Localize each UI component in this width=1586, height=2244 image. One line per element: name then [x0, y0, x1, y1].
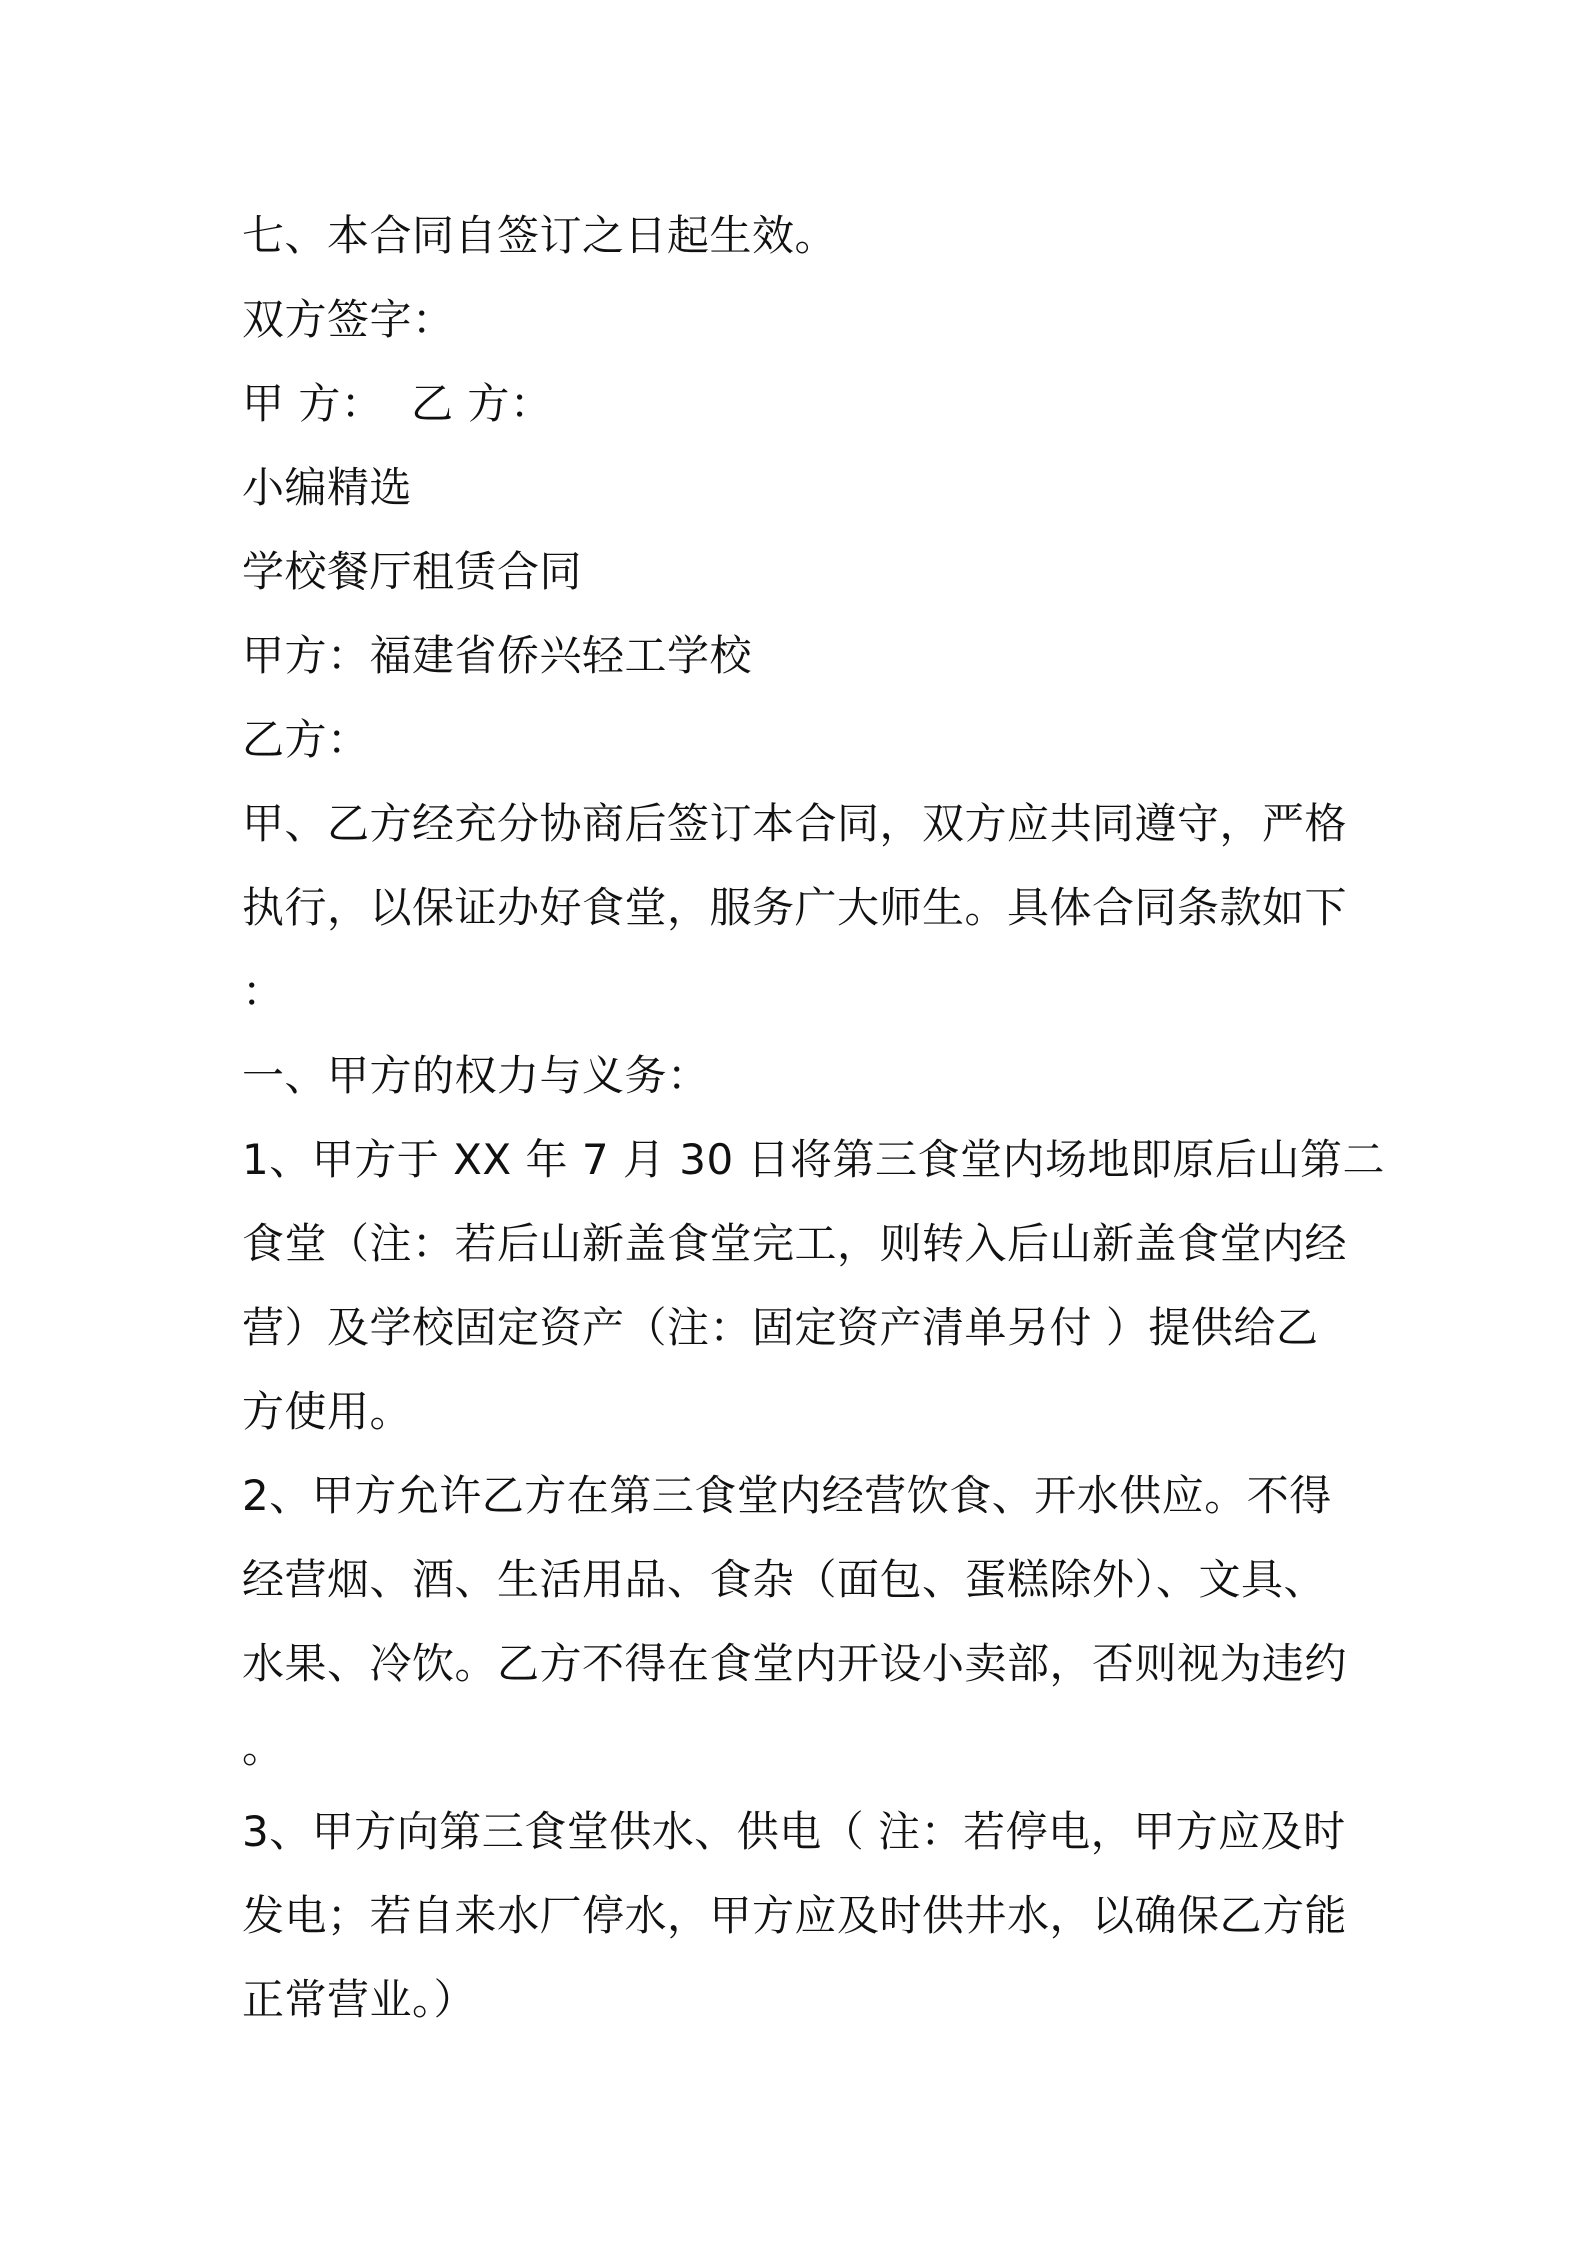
- item-1-line-4: 方使用。: [242, 1387, 413, 1436]
- item-1-line-2: 食堂（注：若后山新盖食堂完工，则转入后山新盖食堂内经: [242, 1219, 1348, 1268]
- document-body: [242, 194, 1386, 2042]
- signature-parties: 甲 方： 乙 方：: [242, 379, 553, 428]
- clause-seven-effective: 七、本合同自签订之日起生效。: [242, 211, 838, 260]
- item-2-line-1: 2、甲方允许乙方在第三食堂内经营饮食、开水供应。不得: [242, 1471, 1332, 1520]
- preamble-line-3: ：: [242, 967, 285, 1016]
- item-2-line-3: 水果、冷饮。乙方不得在食堂内开设小卖部，否则视为违约: [242, 1639, 1348, 1688]
- item-1-line-3: 营）及学校固定资产（注：固定资产清单另付 ）提供给乙: [242, 1303, 1319, 1352]
- preamble-line-2: 执行，以保证办好食堂，服务广大师生。具体合同条款如下: [242, 883, 1348, 932]
- party-a: 甲方：福建省侨兴轻工学校: [242, 631, 753, 680]
- item-2-line-4: 。: [242, 1723, 285, 1772]
- item-3-line-1: 3、甲方向第三食堂供水、供电（ 注：若停电，甲方应及时: [242, 1807, 1346, 1856]
- item-3-line-3: 正常营业。）: [242, 1975, 477, 2024]
- section-one-heading: 一、甲方的权力与义务：: [242, 1051, 710, 1100]
- preamble-line-1: 甲、乙方经充分协商后签订本合同，双方应共同遵守，严格: [242, 799, 1348, 848]
- editor-pick-label: 小编精选: [242, 463, 413, 512]
- party-b: 乙方：: [242, 715, 370, 764]
- item-3-line-2: 发电；若自来水厂停水，甲方应及时供井水，以确保乙方能: [242, 1891, 1348, 1940]
- signature-heading: 双方签字：: [242, 295, 455, 344]
- item-1-line-1: 1、甲方于 XX 年 7 月 30 日将第三食堂内场地即原后山第二: [242, 1135, 1386, 1184]
- contract-title: 学校餐厅租赁合同: [242, 547, 583, 596]
- item-2-line-2: 经营烟、酒、生活用品、食杂（面包、蛋糕除外）、文具、: [242, 1555, 1327, 1604]
